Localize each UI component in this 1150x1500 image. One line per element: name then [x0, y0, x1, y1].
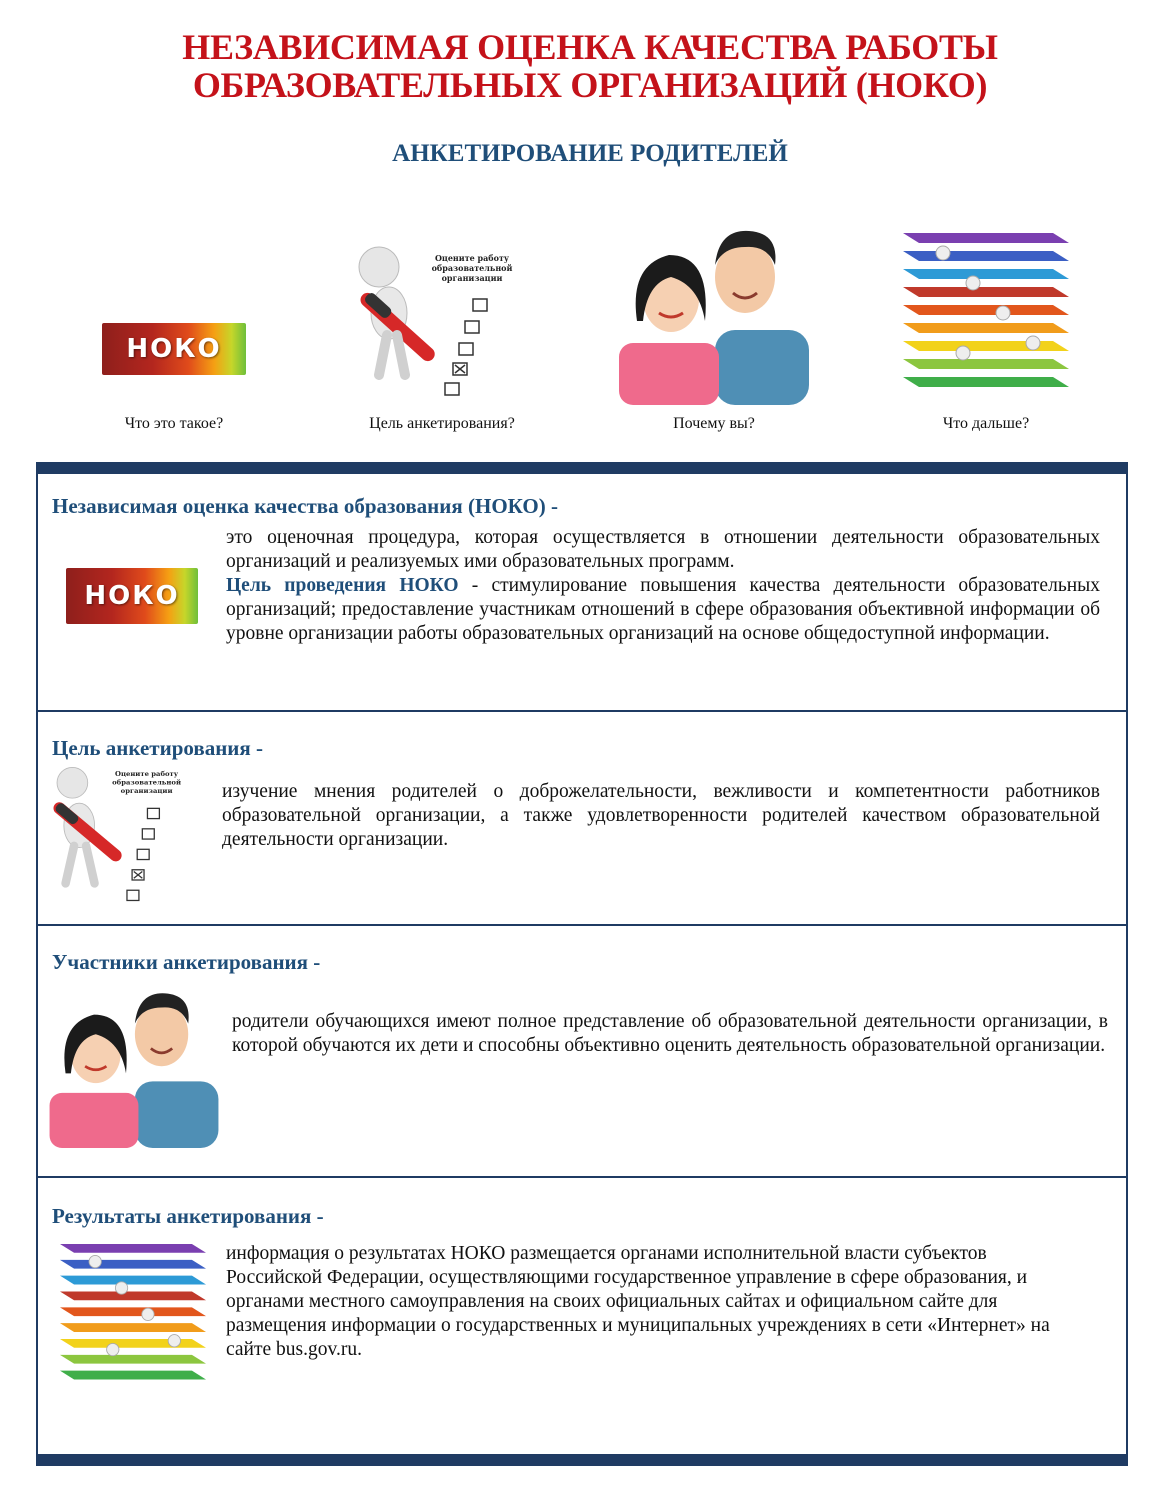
section-heading: Участники анкетирования - [52, 950, 321, 974]
section-heading: Цель анкетирования - [52, 736, 264, 760]
section-results [38, 1178, 1126, 1454]
noko-logo-text: НОКО [126, 334, 222, 364]
section-text: изучение мнения родителей о доброжелательности, вежливости и компетентности работников образовательной организации, а также удовлетворенности родителей качеством образовательной деятельности организации. [222, 781, 1100, 850]
title-line-2: ОБРАЗОВАТЕЛЬНЫХ ОРГАНИЗАЦИЙ (НОКО) [192, 65, 988, 105]
title-line-1: НЕЗАВИСИМАЯ ОЦЕНКА КАЧЕСТВА РАБОТЫ [182, 27, 998, 67]
topic-why-you [594, 225, 834, 445]
topic-what-is-it [54, 225, 294, 445]
section-text: родители обучающихся имеют полное представление об образовательной деятельности организации, в которой обучаются их дети и способны объективно оценить деятельность образовательной организации. [232, 1011, 1108, 1056]
topic-survey-goal [322, 225, 562, 445]
noko-logo-text: НОКО [84, 581, 180, 611]
stairs-icon [54, 1244, 212, 1390]
survey-figure-icon [357, 235, 527, 405]
page-title [0, 28, 1150, 104]
survey-card-line-3: организации [441, 273, 503, 283]
section-heading: Результаты анкетирования - [52, 1204, 324, 1228]
section-text: это оценочная процедура, которая осуществляется в отношении деятельности образовательных организаций и реализуемых ими образовательных программ. Цель проведения НОКО - стимулирование повышения качества деятельности образовательных организаций; предоставление участникам отношений в сфере образования объективной информации об уровне организации работы образовательных организаций на основе общедоступной информации. [226, 527, 1100, 644]
topic-what-next [866, 225, 1106, 445]
topic-caption: Что это такое? [124, 415, 224, 432]
survey-card-line-2: образовательной [431, 263, 513, 273]
stairs-icon [903, 233, 1069, 399]
section-noko [38, 474, 1126, 712]
parents-icon [619, 225, 809, 405]
section-text: информация о результатах НОКО размещается органами исполнительной власти субъектов Российской Федерации, осуществляющими государственное управление в сфере образования, и органами местного самоуправления на своих официальных сайтах и официальном сайте для размещения информации о государственных и муниципальных учреждениях в сети «Интернет» на сайте bus.gov.ru. [226, 1243, 1050, 1360]
noko-logo-icon [66, 568, 198, 624]
section-heading: Независимая оценка качества образования (НОКО) - [52, 494, 558, 518]
section-purpose [38, 712, 1126, 926]
info-panel [36, 462, 1128, 1466]
section-participants [38, 926, 1126, 1178]
topic-caption: Что дальше? [942, 415, 1030, 432]
topic-caption: Цель анкетирования? [369, 415, 515, 432]
survey-card-line-1: Оцените работу [115, 769, 179, 778]
survey-figure-icon [46, 764, 196, 909]
noko-logo-icon [102, 323, 246, 375]
topic-caption: Почему вы? [673, 415, 755, 432]
survey-card-line-1: Оцените работу [434, 253, 510, 263]
survey-card-line-2: образовательной [112, 778, 182, 787]
page-subtitle: АНКЕТИРОВАНИЕ РОДИТЕЛЕЙ [392, 140, 788, 167]
survey-card-line-3: организации [120, 787, 173, 795]
parents-icon [48, 988, 220, 1148]
